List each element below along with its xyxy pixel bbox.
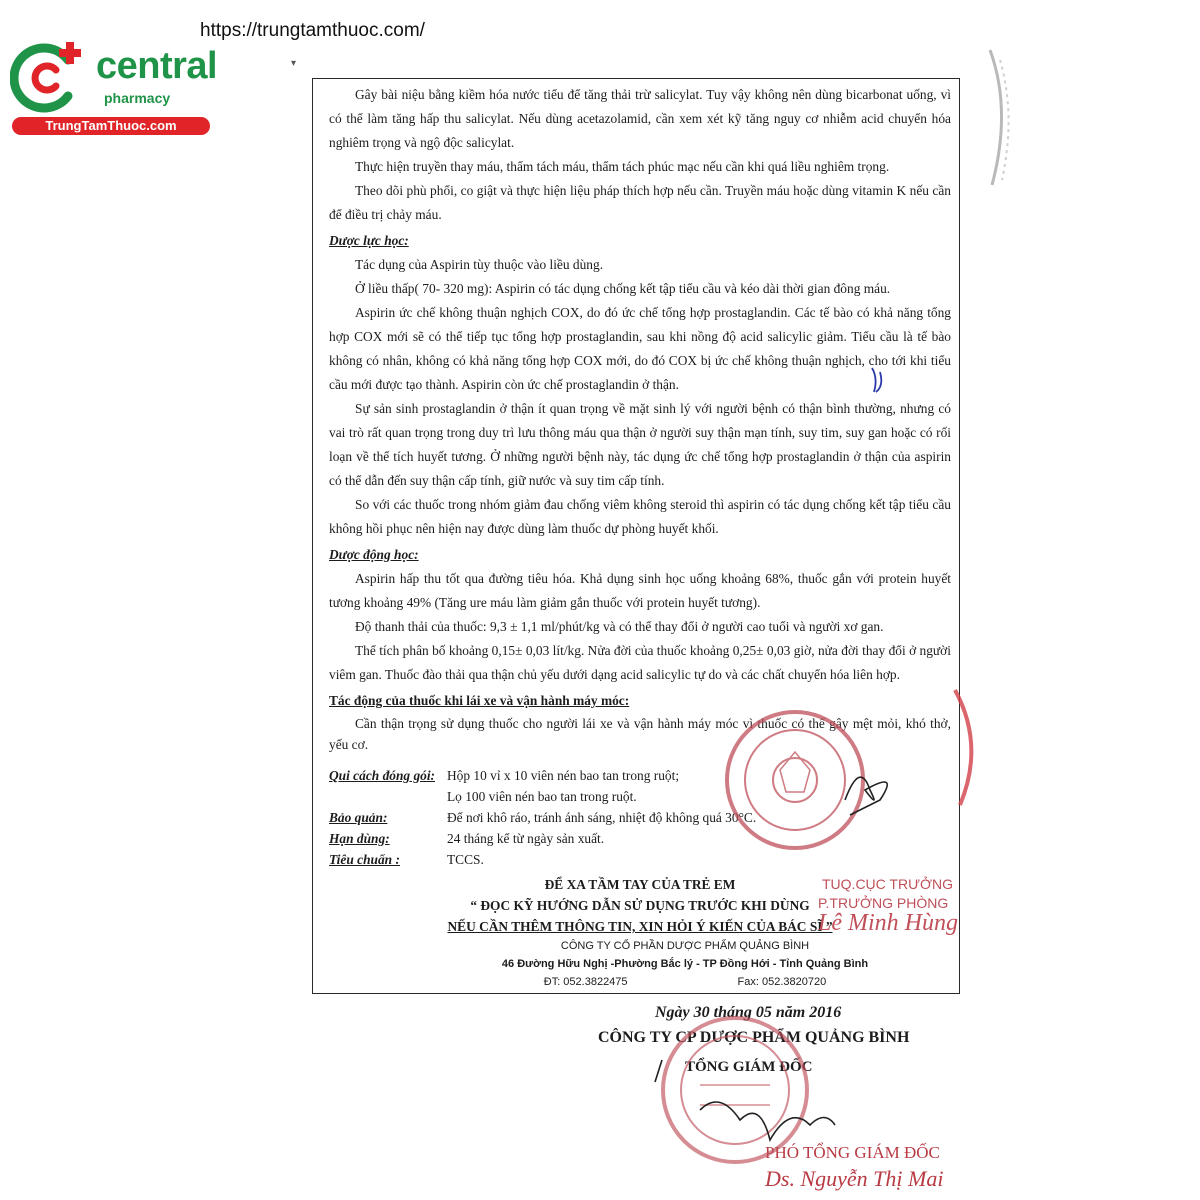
shelf-life-value: 24 tháng kể từ ngày sản xuất. — [447, 831, 605, 846]
logo-subtitle: pharmacy — [104, 90, 171, 106]
storage-label: Bảo quản: — [329, 810, 388, 825]
document-frame — [312, 78, 960, 994]
pharmacodynamics-p5: So với các thuốc trong nhóm giảm đau chống viêm không steroid thì aspirin có tác dụng chống kết tập tiểu cầu không hồi phục nên hiện nay được dùng làm thuốc dự phòng huyết khối. — [329, 497, 951, 536]
pharmacodynamics-p1: Tác dụng của Aspirin tùy thuộc vào liều dùng. — [355, 257, 604, 272]
logo-mark-icon — [10, 38, 90, 118]
signature-title: TỔNG GIÁM ĐỐC — [685, 1059, 813, 1075]
manufacturer-address: 46 Đường Hữu Nghị -Phường Bắc lý - TP Đồng Hới - Tỉnh Quảng Bình — [501, 958, 869, 970]
approval-signer-name: Lê Minh Hùng — [818, 910, 958, 936]
warning-children: ĐỂ XA TẦM TAY CỦA TRẺ EM — [544, 877, 736, 892]
warning-read-instructions: “ ĐỌC KỸ HƯỚNG DẪN SỬ DỤNG TRƯỚC KHI DÙNG — [470, 898, 810, 913]
shelf-life-label: Hạn dùng: — [329, 831, 390, 846]
driving-text: Cần thận trọng sử dụng thuốc cho người lái xe và vận hành máy móc vì thuốc có thể gây mệt mỏi, khó thở, yếu cơ. — [329, 716, 951, 752]
manufacturer-fax: Fax: 052.3820720 — [737, 976, 827, 988]
pharmacodynamics-p2: Ở liều thấp( 70- 320 mg): Aspirin có tác dụng chống kết tập tiểu cầu và kéo dài thời gian đông máu. — [355, 281, 891, 296]
overdose-paragraph-3: Theo dõi phù phổi, co giật và thực hiện liệu pháp thích hợp nếu cần. Truyền máu hoặc dùng vitamin K nếu cần để điều trị chảy máu. — [329, 183, 951, 222]
pharmacodynamics-p4: Sự sản sinh prostaglandin ở thận ít quan trọng về mặt sinh lý với người bệnh có thận bình thường, nhưng có vai trò rất quan trọng trong duy trì lưu thông máu qua thận ở người suy thận mạn tính, suy tim, suy gan hoặc có rối loạn về thể tích huyết tương. Ở những người bệnh này, tác dụng ức chế tổng hợp prostaglandin ở thận của aspirin có thể dẫn đến suy thận cấp tính, giữ nước và suy tim cấp tính. — [329, 401, 951, 488]
vice-director-name: Ds. Nguyễn Thị Mai — [765, 1166, 944, 1191]
edge-stamp-icon — [982, 40, 1022, 190]
site-url[interactable]: https://trungtamthuoc.com/ — [200, 20, 425, 41]
pharmacokinetics-p3: Thể tích phân bố khoảng 0,15± 0,03 lít/kg. Nửa đời của thuốc khoảng 0,25± 0,03 giờ, nửa đời thay đổi ở người viêm gan. Thuốc đào thải qua thận chủ yếu dưới dạng acid salicylic tự do và các chất chuyển hóa liên hợp. — [329, 643, 951, 682]
overdose-paragraph-2: Thực hiện truyền thay máu, thẩm tách máu, thẩm tách phúc mạc nếu cần khi quá liều nghiêm trọng. — [355, 159, 890, 174]
document-body — [329, 83, 954, 991]
packaging-line-2: Lọ 100 viên nén bao tan trong ruột. — [447, 789, 637, 804]
manufacturer-phone: ĐT: 052.3822475 — [543, 976, 628, 988]
vice-director-title: PHÓ TỔNG GIÁM ĐỐC — [765, 1143, 940, 1162]
pharmacodynamics-p3: Aspirin ức chế không thuận nghịch COX, do đó ức chế tổng hợp prostaglandin. Các tế bào có khả năng tổng hợp COX mới sẽ có thể tiếp tục tổng hợp prostaglandin, sau khi nồng độ acid salicylic giảm. Tiểu cầu là tế bào không có nhân, không có khả năng tổng hợp COX mới, do đó COX bị ức chế không thuận nghịch, cho tới khi tiểu cầu mới được tạo thành. Aspirin còn ức chế prostaglandin ở thận. — [329, 305, 951, 392]
table-row — [329, 807, 756, 828]
standard-value: TCCS. — [447, 852, 484, 867]
standard-label: Tiêu chuẩn : — [329, 852, 400, 867]
pharmacokinetics-p1: Aspirin hấp thu tốt qua đường tiêu hóa. Khả dụng sinh học uống khoảng 68%, thuốc gắn với protein huyết tương khoảng 49% (Tăng ure máu làm giảm gắn thuốc với protein huyết tương). — [329, 571, 951, 610]
logo-wordmark: central — [96, 45, 218, 87]
table-row — [329, 765, 756, 786]
packaging-line-1: Hộp 10 vỉ x 10 viên nén bao tan trong ruột; — [447, 768, 680, 783]
empty-cell — [329, 786, 447, 807]
driving-heading: Tác động của thuốc khi lái xe và vận hành máy móc: — [329, 693, 630, 708]
manufacturer-block — [329, 937, 951, 991]
manufacturer-name: CÔNG TY CỔ PHẦN DƯỢC PHẨM QUẢNG BÌNH — [560, 940, 810, 952]
packaging-label: Qui cách đóng gói: — [329, 768, 436, 783]
table-row — [329, 849, 756, 870]
warning-ask-doctor: NẾU CẦN THÊM THÔNG TIN, XIN HỎI Ý KIẾN CỦA BÁC SĨ ” — [447, 919, 833, 934]
overdose-paragraph-1: Gây bài niệu bằng kiềm hóa nước tiểu để tăng thải trừ salicylat. Tuy vậy không nên dùng bicarbonat uống, vì có thể làm tăng hấp thu salicylat. Nếu dùng acetazolamid, cần xem xét kỹ tăng nguy cơ nhiễm acid chuyển hóa nghiêm trọng và ngộ độc salicylat. — [329, 87, 951, 150]
storage-value: Để nơi khô ráo, tránh ánh sáng, nhiệt độ không quá 30°C. — [447, 810, 757, 825]
pharmacodynamics-heading: Dược lực học: — [329, 233, 409, 248]
table-row — [329, 828, 756, 849]
brand-logo[interactable] — [10, 38, 218, 138]
approval-line-1: TUQ.CỤC TRƯỞNG — [822, 876, 954, 892]
approval-line-2: P.TRƯỞNG PHÒNG — [818, 895, 949, 911]
pharmacokinetics-heading: Dược động học: — [329, 547, 419, 562]
signature-company: CÔNG TY CP DƯỢC PHẨM QUẢNG BÌNH — [598, 1029, 910, 1046]
product-info-table — [329, 765, 756, 870]
pharmacokinetics-p2: Độ thanh thải của thuốc: 9,3 ± 1,1 ml/phút/kg và có thể thay đổi ở người cao tuổi và người xơ gan. — [355, 619, 884, 634]
signature-date: Ngày 30 tháng 05 năm 2016 — [655, 1004, 842, 1021]
corner-tick: ▾ — [291, 58, 297, 69]
table-row — [329, 786, 756, 807]
logo-banner: TrungTamThuoc.com — [12, 117, 210, 135]
